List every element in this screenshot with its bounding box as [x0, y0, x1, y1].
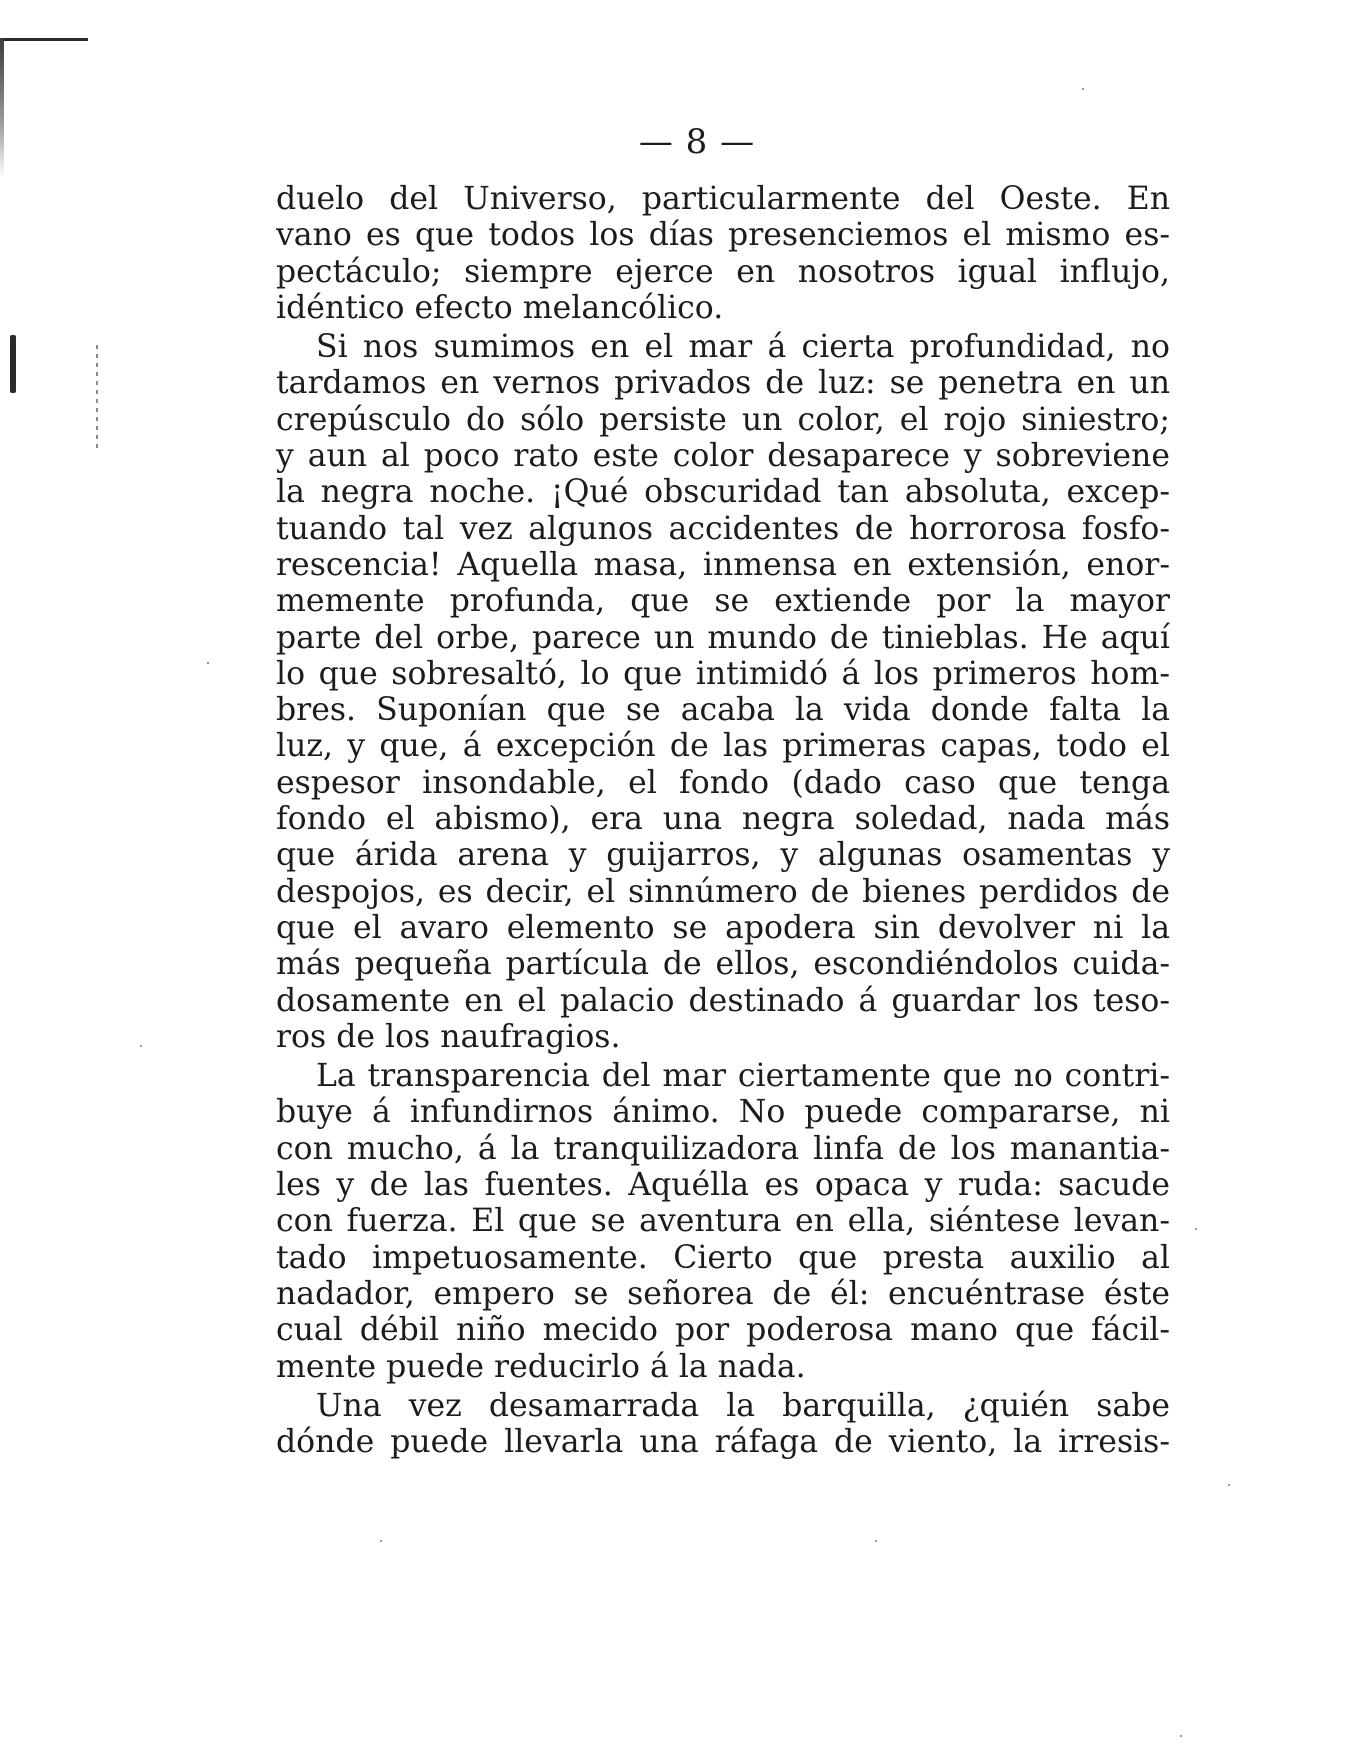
text-line: lo que sobresaltó, lo que intimidó á los primeros hom-: [276, 655, 1170, 692]
text-line: rescencia! Aquella masa, inmensa en extensión, enor-: [276, 546, 1170, 583]
scan-edge-mark: [10, 335, 16, 393]
text-line: más pequeña partícula de ellos, escondiéndolos cuida-: [276, 946, 1170, 983]
text-line: tardamos en vernos privados de luz: se penetra en un: [276, 365, 1170, 402]
body-text: [276, 181, 1170, 1460]
paragraph: [276, 1388, 1170, 1461]
scan-speck: [140, 1045, 142, 1047]
text-line: tado impetuosamente. Cierto que presta auxilio al: [276, 1239, 1170, 1276]
text-line: tuando tal vez algunos accidentes de horrorosa fosfo-: [276, 510, 1170, 547]
scan-speck: [1195, 1228, 1197, 1230]
text-line: despojos, es decir, el sinnúmero de bienes perdidos de: [276, 873, 1170, 910]
text-line: con mucho, á la tranquilizadora linfa de los manantia-: [276, 1130, 1170, 1167]
scan-speck: [1228, 1484, 1230, 1486]
text-line: pectáculo; siempre ejerce en nosotros igual influjo,: [276, 253, 1170, 290]
text-line: con fuerza. El que se aventura en ella, siéntese levan-: [276, 1203, 1170, 1240]
text-line: parte del orbe, parece un mundo de tinieblas. He aquí: [276, 619, 1170, 656]
text-line: les y de las fuentes. Aquélla es opaca y ruda: sacude: [276, 1167, 1170, 1204]
text-line: que el avaro elemento se apodera sin devolver ni la: [276, 909, 1170, 946]
text-line: que árida arena y guijarros, y algunas osamentas y: [276, 837, 1170, 874]
paragraph: [276, 181, 1170, 326]
text-line: dosamente en el palacio destinado á guardar los teso-: [276, 982, 1170, 1019]
text-line: duelo del Universo, particularmente del Oeste. En: [276, 181, 1170, 217]
text-line: mente puede reducirlo á la nada.: [276, 1348, 806, 1385]
scan-speck: [875, 1540, 877, 1542]
text-line: dónde puede llevarla una ráfaga de viento, la irresis-: [276, 1424, 1170, 1461]
text-line: luz, y que, á excepción de las primeras capas, todo el: [276, 728, 1170, 765]
scan-edge-mark: [0, 38, 88, 41]
paragraph: [276, 329, 1170, 1055]
text-line: Si nos sumimos en el mar á cierta profundidad, no: [316, 329, 1170, 366]
text-line: vano es que todos los días presenciemos el mismo es-: [276, 217, 1170, 254]
text-line: idéntico efecto melancólico.: [276, 289, 724, 326]
text-line: fondo el abismo), era una negra soledad, nada más: [276, 801, 1170, 838]
text-line: memente profunda, que se extiende por la mayor: [276, 583, 1170, 620]
scan-dotted-mark: [96, 345, 98, 450]
scan-speck: [1082, 88, 1084, 90]
text-line: ros de los naufragios.: [276, 1018, 621, 1055]
text-line: crepúsculo do sólo persiste un color, el rojo siniestro;: [276, 401, 1170, 438]
text-line: Una vez desamarrada la barquilla, ¿quién sabe: [316, 1387, 1170, 1424]
text-line: espesor insondable, el fondo (dado caso que tenga: [276, 764, 1170, 801]
text-line: la negra noche. ¡Qué obscuridad tan absoluta, excep-: [276, 474, 1170, 511]
text-line: bres. Suponían que se acaba la vida donde falta la: [276, 692, 1170, 729]
page-number: — 8 —: [638, 122, 756, 162]
text-line: cual débil niño mecido por poderosa mano que fácil-: [276, 1312, 1170, 1349]
paragraph: [276, 1058, 1170, 1385]
text-line: La transparencia del mar ciertamente que no contri-: [316, 1058, 1170, 1095]
scan-speck: [207, 662, 209, 664]
text-line: nadador, empero se señorea de él: encuéntrase éste: [276, 1275, 1170, 1312]
scan-speck: [380, 1540, 382, 1542]
scan-speck: [1180, 1735, 1182, 1737]
text-line: buye á infundirnos ánimo. No puede compararse, ni: [276, 1094, 1170, 1131]
text-line: y aun al poco rato este color desaparece y sobreviene: [276, 438, 1170, 475]
